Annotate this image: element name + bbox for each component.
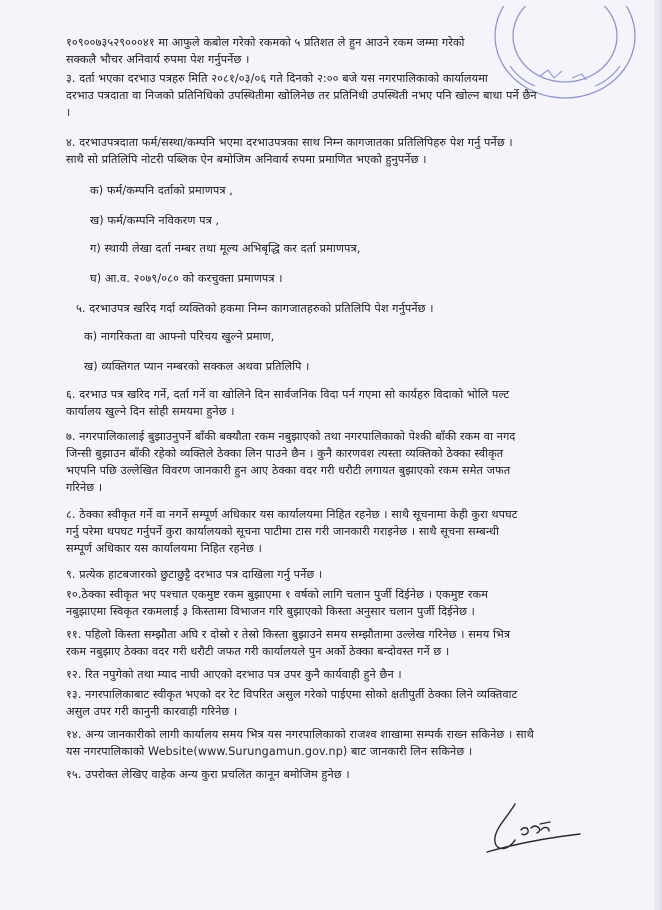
item-15 — [66, 766, 350, 783]
line: दरभाउ पत्रदाता वा निजको प्रतिनिधिको उपस्थितीमा खोलिनेछ तर प्रतिनिधी उपस्थिती नभए पनि खोल्न बाधा पर्ने छैन — [66, 89, 537, 102]
line: क) नागरिकता वा आफ्नो परिचय खुल्ने प्रमाण, — [84, 330, 275, 343]
line: ७. नगरपालिकालाई बुझाउनुपर्ने बाँकी बक्यौता रकम नबुझाएको तथा नगरपालिकाको पेश्की बाँकी रकम वा नगद — [66, 430, 516, 443]
line: ग) स्थायी लेखा दर्ता नम्बर तथा मूल्य अभिबृद्धि कर दर्ता प्रमाणपत्र, — [90, 242, 361, 255]
sub-item-ka — [90, 182, 233, 199]
line: सम्पूर्ण अधिकार यस कार्यालयमा निहित रहनेछ । — [66, 542, 262, 555]
item-14 — [66, 726, 534, 760]
item-12 — [66, 666, 402, 683]
item-1 — [66, 34, 465, 68]
item-7 — [66, 428, 515, 496]
line: ११. पहिलो किस्ता सम्झौता अघि र दोस्रो र तेस्रो किस्ता बुझाउने समय सम्झौतामा उल्लेख गरिनेछ । समय भित्र — [66, 628, 511, 641]
signature-icon — [485, 800, 585, 860]
line: कार्यालय खुल्ने दिन सोही समयमा हुनेछ । — [66, 405, 235, 418]
line: १४. अन्य जानकारीको लागी कार्यालय समय भित्र यस नगरपालिकाको राजश्व शाखामा सम्पर्क राख्न सकिनेछ । साथै — [66, 728, 534, 741]
sub-item-kha — [90, 212, 219, 229]
line: साथै सो प्रतिलिपि नोटरी पब्लिक ऐन बमोजिम अनिवार्य रुपमा प्रमाणित भएको हुनुपर्नेछ । — [66, 153, 427, 166]
line: ५. दरभाउपत्र खरिद गर्दा व्यक्तिको हकमा निम्न कागजातहरुको प्रतिलिपि पेश गर्नुपर्नेछ । — [76, 302, 434, 315]
line: ख) व्यक्तिगत प्यान नम्बरको सक्कल अथवा प्रतिलिपि । — [84, 360, 310, 373]
item-9 — [66, 566, 322, 583]
line: ४. दरभाउपत्रदाता फर्म/सस्था/कम्पनि भएमा दरभाउपत्रका साथ निम्न कागजातका प्रतिलिपिहरु पेश गर्नु पर्नेछ । — [66, 136, 513, 149]
item-5 — [76, 300, 434, 317]
line: यस नगरपालिकाको Website(www.Surungamun.gov.np) बाट जानकारी लिन सकिनेछ । — [66, 745, 473, 758]
line: ९. प्रत्येक हाटबजारको छुटाछुट्टै दरभाउ पत्र दाखिला गर्नु पर्नेछ । — [66, 568, 323, 581]
item-10 — [66, 586, 488, 620]
line: घ) आ.व. २०७९/०८० को करचुक्ता प्रमाणपत्र । — [90, 272, 283, 285]
item-3 — [66, 70, 537, 121]
line: भएपनि पछि उल्लेखित विवरण जानकारी हुन आए ठेक्का वदर गरी धरौटी लगायत बुझाएको रकम समेत जफत — [66, 464, 511, 477]
line: क) फर्म/कम्पनि दर्ताको प्रमाणपत्र , — [90, 184, 233, 197]
sub-item-ga — [90, 240, 360, 257]
line: १५. उपरोक्त लेखिए वाहेक अन्य कुरा प्रचलित कानून बमोजिम हुनेछ । — [66, 768, 350, 781]
item-4 — [66, 134, 513, 168]
line: जिन्सी बुझाउन बाँकी रहेको व्यक्तिले ठेक्का लिन पाउने छैन । कुनै कारणवश त्यस्ता व्यक्तिको ठेक्का स्वीकृत — [66, 447, 504, 460]
line: गर्नु परेमा थपघट गर्नुपर्ने कुरा कार्यालयको सूचना पाटीमा टास गरी जानकारी गराइनेछ । साथै सूचना सम्बन्धी — [66, 525, 499, 538]
line: नबुझाएमा स्विकृत रकमलाई ३ किस्तामा विभाजन गरि बुझाएको किस्ता अनुसार चलान पुर्जी दिईनेछ । — [66, 605, 476, 618]
sub-item-gha — [90, 270, 283, 287]
line: रकम नबुझाए ठेक्का वदर गरी धरौटी जफत गरी कार्यालयले पुन अर्को ठेक्का बन्दोवस्त गर्ने छ । — [66, 645, 450, 658]
line: असुल उपर गरी कानुनी कारवाही गरिनेछ । — [66, 705, 238, 718]
line: ३. दर्ता भएका दरभाउ पत्रहरु मिति २०८१/०३/०६ गते दिनको २:०० बजे यस नगरपालिकाको कार्यालयमा — [66, 72, 488, 85]
line: । — [66, 106, 71, 119]
item-11 — [66, 626, 510, 660]
line: ख) फर्म/कम्पनि नविकरण पत्र , — [90, 214, 220, 227]
line: १३. नगरपालिकाबाट स्वीकृत भएको दर रेट विपरित असुल गरेको पाईएमा सोको क्षतीपुर्ती ठेक्का लिने व्यक्तिवाट — [66, 688, 518, 701]
sub-item-5-ka — [84, 328, 274, 345]
line: गरिनेछ । — [66, 481, 103, 494]
line: १०९००७३५२९०००४१ मा आफुले कबोल गरेको रकमको ५ प्रतिशत ले हुन आउने रकम जम्मा गरेको — [66, 36, 465, 49]
item-13 — [66, 686, 517, 720]
line: १२. रित नपुगेको तथा म्याद नाघी आएको दरभाउ पत्र उपर कुनै कार्यवाही हुने छैन । — [66, 668, 402, 681]
line: ६. दरभाउ पत्र खरिद गर्ने, दर्ता गर्ने वा खोलिने दिन सार्वजनिक विदा पर्न गएमा सो कार्यहरु विदाको भोलि पल्ट — [66, 388, 510, 401]
sub-item-5-kha — [84, 358, 310, 375]
page-edge-shadow — [654, 0, 662, 910]
item-8 — [66, 506, 518, 557]
line: ८. ठेक्का स्वीकृत गर्ने वा नगर्ने सम्पूर्ण अधिकार यस कार्यालयमा निहित रहनेछ । साथै सूचनामा केही कुरा थपघट — [66, 508, 518, 521]
line: १०.ठेक्का स्वीकृत भए पश्चात एकमुष्ट रकम बुझाएमा १ वर्षको लागि चलान पुर्जी दिईनेछ । एकमुष्ट रकम — [66, 588, 488, 601]
item-6 — [66, 386, 509, 420]
line: सक्कलै भौचर अनिवार्य रुपमा पेश गर्नुपर्नेछ । — [66, 53, 250, 66]
